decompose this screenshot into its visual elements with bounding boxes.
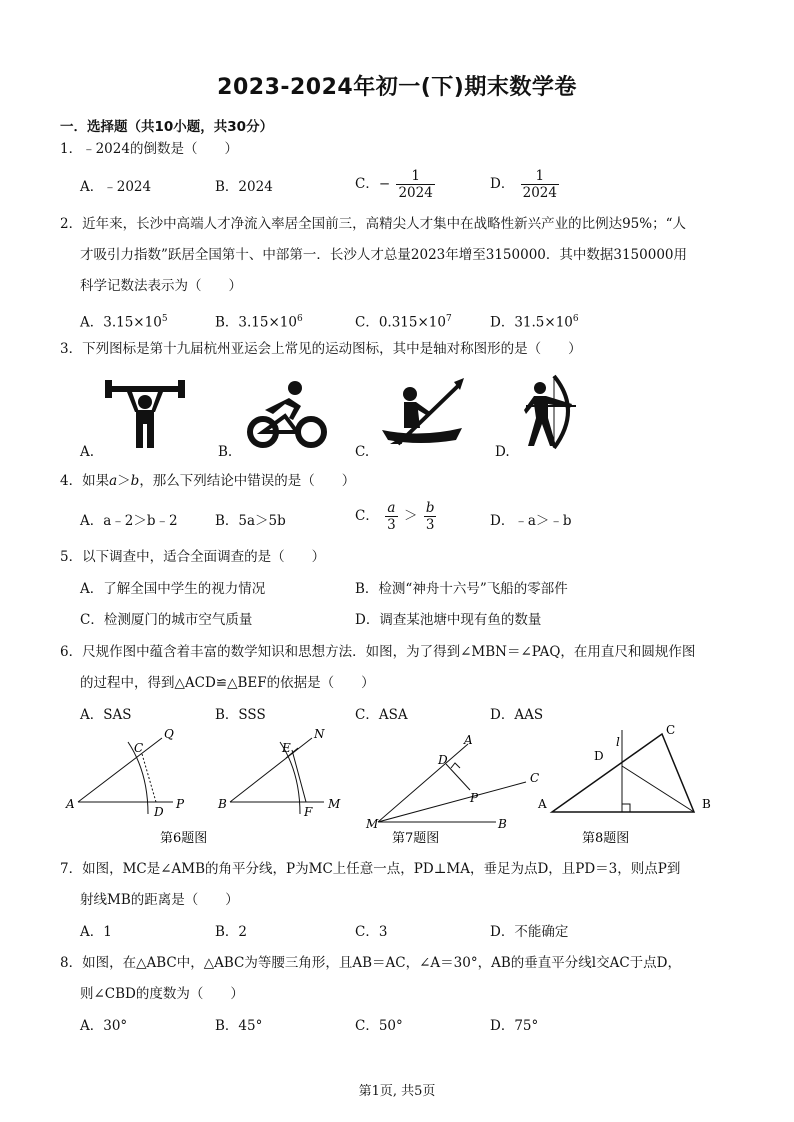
q5-stem: 5．以下调查中，适合全面调查的是（ ） xyxy=(60,549,326,565)
q3-option-b: B. xyxy=(218,444,233,460)
q3-option-a: A. xyxy=(80,444,95,460)
fig7-label-A: A xyxy=(464,733,473,747)
q2-line3: 科学记数法表示为（ ） xyxy=(80,278,242,294)
q6-line2: 的过程中，得到△ACD≌△BEF的依据是（ ） xyxy=(80,675,375,691)
fig7-label-C: C xyxy=(530,771,540,785)
fig8-label-A: A xyxy=(538,797,547,811)
fig6-label-Q: Q xyxy=(164,727,174,741)
q7-option-b: B．2 xyxy=(215,924,248,940)
q2-option-a: A．$3.15\times 10^5$ xyxy=(80,314,168,331)
q7-option-d: D．不能确定 xyxy=(490,924,569,940)
q6-option-d: D．AAS xyxy=(490,707,544,723)
fig6-label-F: F xyxy=(304,805,313,819)
q6-option-c: C．ASA xyxy=(355,707,408,723)
q8-option-a: A．30° xyxy=(80,1018,128,1034)
q6-line1: 6．尺规作图中蕴含着丰富的数学知识和思想方法．如图，为了得到∠MBN＝∠PAQ，在用直尺和圆规作图 xyxy=(60,644,696,660)
fig6-right-angle xyxy=(217,727,341,819)
q2-line1: 2．近年来，长沙中高端人才净流入率居全国前三，高精尖人才集中在战略性新兴产业的比例达95%；“人 xyxy=(60,216,686,232)
cycling-icon xyxy=(245,380,331,450)
fig6-label-N: N xyxy=(314,727,325,741)
fig7-label-P: P xyxy=(470,791,479,805)
fig6-label-D: D xyxy=(154,805,164,819)
q6-option-a: A．SAS xyxy=(80,707,132,723)
q4-option-b: B．5a＞5b xyxy=(215,513,286,529)
q1-option-b: B．2024 xyxy=(215,179,273,195)
fig8-label-l: l xyxy=(616,735,620,749)
fig8-triangle xyxy=(537,723,711,812)
fig8-label-B: B xyxy=(702,797,711,811)
fig6-label-M: M xyxy=(328,797,341,811)
page-footer: 第1页, 共5页 xyxy=(358,1084,436,1099)
q6-option-b: B．SSS xyxy=(215,707,266,723)
q7-line2: 射线MB的距离是（ ） xyxy=(80,892,239,908)
fig6-label-B: B xyxy=(218,797,227,811)
q7-line1: 7．如图，MC是∠AMB的角平分线，P为MC上任意一点，PD⊥MA，垂足为点D，且PD＝3，则点P到 xyxy=(60,861,681,877)
fig7-label-D: D xyxy=(438,753,448,767)
q8-option-b: B．45° xyxy=(215,1018,263,1034)
q3-stem: 3．下列图标是第十九届杭州亚运会上常见的运动图标，其中是轴对称图形的是（ ） xyxy=(60,341,582,357)
fig8-caption: 第8题图 xyxy=(582,831,630,846)
fig8-label-D: D xyxy=(594,749,604,763)
fig7-label-B: B xyxy=(498,817,507,831)
q7-option-a: A．1 xyxy=(80,924,112,940)
q5-option-a: A．了解全国中学生的视力情况 xyxy=(80,581,266,597)
q3-option-d: D. xyxy=(495,444,510,460)
q5-option-d: D．调查某池塘中现有鱼的数量 xyxy=(355,612,542,628)
q7-option-c: C．3 xyxy=(355,924,388,940)
q1-stem: 1．﹣2024的倒数是（ ） xyxy=(60,141,238,157)
q3-option-c: C. xyxy=(355,444,370,460)
q1-option-c: C．− $\frac{1}{2024}$ xyxy=(355,168,433,201)
fig6-caption: 第6题图 xyxy=(160,831,208,846)
q8-option-d: D．75° xyxy=(490,1018,539,1034)
q8-line2: 则∠CBD的度数为（ ） xyxy=(80,986,244,1002)
q5-option-b: B．检测“神舟十六号”飞船的零部件 xyxy=(355,581,568,597)
fig7-angle xyxy=(365,733,539,831)
q4-option-d: D．﹣a＞﹣b xyxy=(490,513,572,529)
q4-stem: 4．如果a＞b，那么下列结论中错误的是（ ） xyxy=(60,473,356,489)
q8-line1: 8．如图，在△ABC中，△ABC为等腰三角形，且AB＝AC，∠A＝30°，AB的垂直平分线l交AC于点D， xyxy=(60,955,681,971)
q4-option-a: A．a﹣2＞b﹣2 xyxy=(80,513,178,529)
figures-row xyxy=(60,722,740,852)
section-heading: 一．选择题（共10小题，共30分） xyxy=(60,119,274,135)
fig7-caption: 第7题图 xyxy=(392,831,440,846)
q4-option-c: C． $\frac{a}{3}$ ＞ $\frac{b}{3}$ xyxy=(355,500,435,533)
archery-icon xyxy=(520,374,580,452)
fig6-label-C: C xyxy=(134,741,144,755)
q2-option-c: C．$0.315\times 10^7$ xyxy=(355,314,452,331)
q2-line2: 才吸引力指数”跃居全国第十、中部第一．长沙人才总量2023年增至3150000．其中数据3150000用 xyxy=(80,247,688,263)
q8-option-c: C．50° xyxy=(355,1018,403,1034)
page-title: 2023-2024年初一(下)期末数学卷 xyxy=(217,75,577,100)
fig7-label-M: M xyxy=(366,817,379,831)
q1-option-d: D． $\frac{1}{2024}$ xyxy=(490,168,557,201)
q1-option-a: A．﹣2024 xyxy=(80,179,152,195)
fig8-label-C: C xyxy=(666,723,676,737)
q2-option-d: D．$31.5\times 10^6$ xyxy=(490,314,579,331)
weightlifting-icon xyxy=(105,378,185,450)
q2-option-b: B．$3.15\times 10^6$ xyxy=(215,314,303,331)
kayaking-icon xyxy=(380,378,466,450)
fig6-label-A: A xyxy=(66,797,75,811)
fig6-left-angle xyxy=(65,727,185,819)
q5-option-c: C．检测厦门的城市空气质量 xyxy=(80,612,253,628)
fig6-label-E: E xyxy=(282,741,291,755)
fig6-label-P: P xyxy=(176,797,185,811)
